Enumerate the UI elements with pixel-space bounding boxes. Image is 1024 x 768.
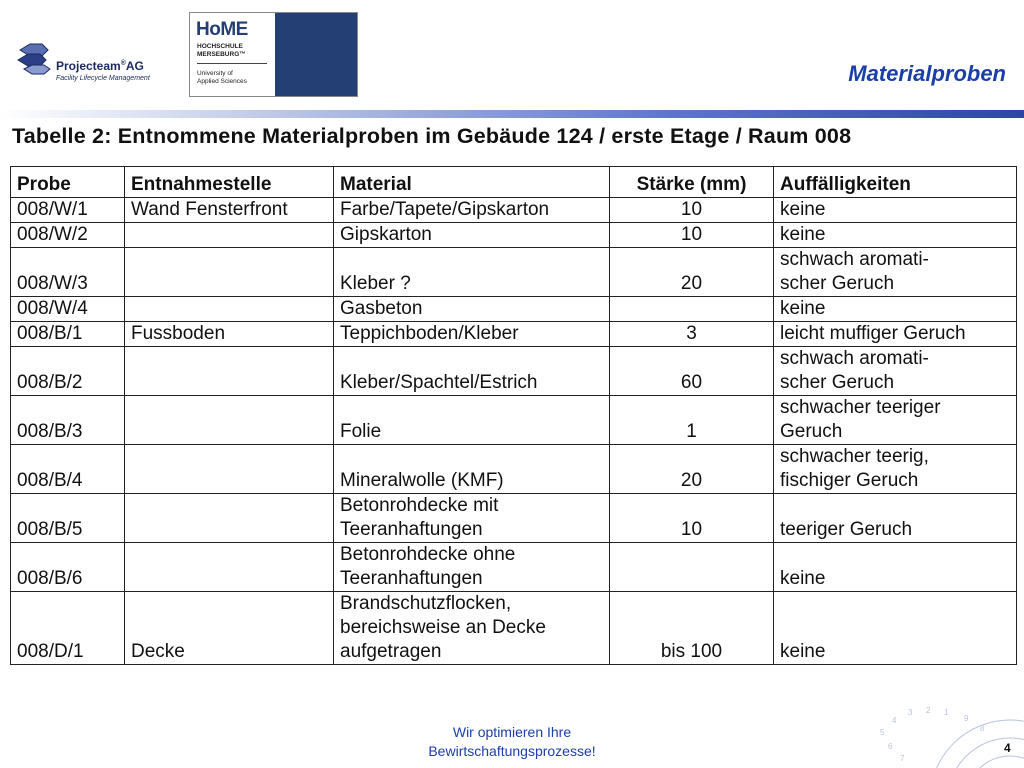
header-staerke: Stärke (mm) — [610, 167, 774, 198]
cell-staerke — [610, 297, 774, 322]
samples-table — [10, 166, 1017, 665]
svg-text:3: 3 — [908, 708, 913, 717]
cell-entnahmestelle — [125, 347, 334, 396]
cell-staerke: 3 — [610, 322, 774, 347]
cell-entnahmestelle — [125, 494, 334, 543]
table-header-row — [11, 167, 1017, 198]
projecteam-hexagon-icon — [16, 42, 56, 76]
cell-probe: 008/B/2 — [11, 347, 125, 396]
cell-staerke: bis 100 — [610, 592, 774, 665]
cell-entnahmestelle — [125, 445, 334, 494]
cell-probe: 008/B/4 — [11, 445, 125, 494]
cell-staerke: 20 — [610, 248, 774, 297]
cell-material: Kleber/Spachtel/Estrich — [334, 347, 610, 396]
hochschule-logo-line3: University of — [197, 70, 233, 77]
cell-entnahmestelle — [125, 543, 334, 592]
cell-staerke: 20 — [610, 445, 774, 494]
cell-auffaelligkeiten: schwacher teeriger Geruch — [774, 396, 1017, 445]
cell-staerke: 10 — [610, 198, 774, 223]
cell-probe: 008/W/4 — [11, 297, 125, 322]
table-row — [11, 198, 1017, 223]
table-row — [11, 396, 1017, 445]
decorative-dial-graphic — [860, 705, 1024, 768]
cell-material: Gipskarton — [334, 223, 610, 248]
cell-entnahmestelle — [125, 248, 334, 297]
projecteam-tagline: Facility Lifecycle Management — [56, 75, 150, 82]
slide-title: Materialproben — [848, 61, 1006, 86]
cell-auffaelligkeiten: keine — [774, 592, 1017, 665]
table-row — [11, 347, 1017, 396]
cell-auffaelligkeiten: teeriger Geruch — [774, 494, 1017, 543]
table-row — [11, 543, 1017, 592]
svg-text:4: 4 — [892, 716, 897, 725]
footer-slogan — [380, 723, 644, 761]
header-probe: Probe — [11, 167, 125, 198]
table-body — [11, 198, 1017, 665]
page-number: 4 — [1004, 741, 1011, 755]
projecteam-logo — [16, 42, 156, 90]
cell-probe: 008/B/1 — [11, 322, 125, 347]
hochschule-logo-blue-panel — [275, 13, 357, 96]
hochschule-logo-line1: HOCHSCHULE — [197, 43, 243, 50]
cell-auffaelligkeiten: leicht muffiger Geruch — [774, 322, 1017, 347]
cell-probe: 008/W/2 — [11, 223, 125, 248]
svg-text:7: 7 — [900, 754, 905, 763]
cell-auffaelligkeiten: keine — [774, 543, 1017, 592]
svg-text:9: 9 — [964, 714, 969, 723]
svg-text:8: 8 — [980, 724, 985, 733]
cell-material: Farbe/Tapete/Gipskarton — [334, 198, 610, 223]
cell-entnahmestelle: Decke — [125, 592, 334, 665]
cell-entnahmestelle: Wand Fensterfront — [125, 198, 334, 223]
svg-text:1: 1 — [944, 708, 949, 717]
table-caption: Tabelle 2: Entnommene Materialproben im Gebäude 124 / erste Etage / Raum 008 — [12, 124, 852, 148]
cell-auffaelligkeiten: keine — [774, 223, 1017, 248]
header-material: Material — [334, 167, 610, 198]
cell-material: Kleber ? — [334, 248, 610, 297]
cell-material: Mineralwolle (KMF) — [334, 445, 610, 494]
cell-material: Brandschutzflocken, bereichsweise an Decke aufgetragen — [334, 592, 610, 665]
cell-entnahmestelle — [125, 396, 334, 445]
header-entnahmestelle: Entnahmestelle — [125, 167, 334, 198]
cell-material: Betonrohdecke ohne Teeranhaftungen — [334, 543, 610, 592]
cell-staerke: 10 — [610, 494, 774, 543]
cell-probe: 008/W/3 — [11, 248, 125, 297]
table-row — [11, 223, 1017, 248]
cell-probe: 008/B/6 — [11, 543, 125, 592]
table-row — [11, 322, 1017, 347]
cell-material: Betonrohdecke mit Teeranhaftungen — [334, 494, 610, 543]
svg-text:2: 2 — [926, 706, 931, 715]
cell-entnahmestelle: Fussboden — [125, 322, 334, 347]
table-row — [11, 297, 1017, 322]
cell-auffaelligkeiten: schwacher teerig, fischiger Geruch — [774, 445, 1017, 494]
cell-auffaelligkeiten: schwach aromati- scher Geruch — [774, 248, 1017, 297]
svg-text:6: 6 — [888, 742, 893, 751]
table-row — [11, 248, 1017, 297]
cell-entnahmestelle — [125, 297, 334, 322]
cell-probe: 008/B/5 — [11, 494, 125, 543]
cell-material: Gasbeton — [334, 297, 610, 322]
hochschule-logo — [189, 12, 358, 97]
table-row — [11, 494, 1017, 543]
projecteam-name: Projecteam®AG — [56, 59, 144, 73]
cell-material: Teppichboden/Kleber — [334, 322, 610, 347]
hochschule-logo-divider — [197, 63, 267, 64]
hochschule-logo-line4: Applied Sciences — [197, 78, 247, 85]
table-row — [11, 592, 1017, 665]
cell-probe: 008/W/1 — [11, 198, 125, 223]
cell-auffaelligkeiten: keine — [774, 297, 1017, 322]
cell-probe: 008/D/1 — [11, 592, 125, 665]
cell-material: Folie — [334, 396, 610, 445]
cell-auffaelligkeiten: keine — [774, 198, 1017, 223]
footer-slogan-line1: Wir optimieren Ihre — [452, 724, 572, 740]
cell-staerke: 1 — [610, 396, 774, 445]
cell-staerke: 60 — [610, 347, 774, 396]
cell-entnahmestelle — [125, 223, 334, 248]
footer-slogan-line2: Bewirtschaftungsprozesse! — [428, 743, 596, 759]
cell-probe: 008/B/3 — [11, 396, 125, 445]
hochschule-logo-title: HoME — [196, 19, 248, 40]
header-gradient-band — [0, 110, 1024, 118]
cell-staerke — [610, 543, 774, 592]
cell-staerke: 10 — [610, 223, 774, 248]
hochschule-logo-line2: MERSEBURG™ — [197, 51, 246, 58]
table-row — [11, 445, 1017, 494]
cell-auffaelligkeiten: schwach aromati- scher Geruch — [774, 347, 1017, 396]
header-auffaelligkeiten: Auffälligkeiten — [774, 167, 1017, 198]
svg-text:5: 5 — [880, 728, 885, 737]
